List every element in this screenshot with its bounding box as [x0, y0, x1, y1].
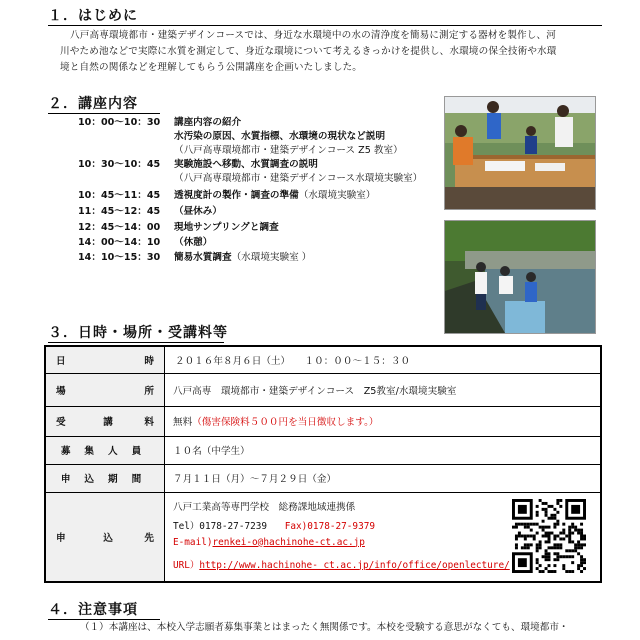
- info-label-date: [45, 346, 165, 373]
- note-line: （１）本講座は、本校入学志願者募集事業とはまったく無関係です。本校を受験する意思がなくても、環境都市・: [80, 622, 569, 633]
- photo-workshop: [444, 96, 596, 210]
- schedule-location: （八戸高専環境都市・建築デザインコース Z5 教室）: [174, 145, 403, 156]
- qr-code-icon[interactable]: [512, 499, 586, 573]
- schedule-time: 10：30～10：45: [78, 159, 161, 170]
- info-label-period: [45, 464, 165, 492]
- contact-org: 八戸工業高等専門学校 総務課地域連携係: [173, 501, 356, 513]
- schedule: [78, 116, 438, 266]
- schedule-time: 14：00～14：10: [78, 237, 161, 248]
- label-char: 講: [103, 417, 113, 428]
- section-rule: [48, 113, 160, 114]
- label-char: 料: [144, 417, 154, 428]
- schedule-item-row: [174, 189, 375, 203]
- info-value-period: ７月１１日（月）～７月２９日（金）: [165, 464, 602, 492]
- schedule-location: （水環境実験室 ）: [231, 252, 312, 263]
- label-char: 先: [144, 532, 154, 544]
- info-label-place: [45, 373, 165, 406]
- label-char: 場: [56, 385, 66, 397]
- schedule-item: （昼休み）: [174, 206, 222, 217]
- label-char: 受: [56, 417, 66, 428]
- contact-fax: Fax)0178-27-9379: [284, 520, 376, 532]
- label-char: 所: [144, 385, 154, 397]
- schedule-time: 10：45～11：45: [78, 190, 161, 201]
- intro-line: 境と自然の関係などを理解してもらう公開講座を企画いたしました。: [60, 62, 363, 73]
- label-char: 時: [144, 355, 154, 367]
- section-title-notes: ４．注意事項: [48, 602, 138, 618]
- intro-paragraph: [60, 28, 610, 76]
- table-row: [45, 346, 601, 373]
- section-rule: [48, 25, 602, 26]
- schedule-time: 14：10～15：30: [78, 252, 161, 263]
- photo-workshop-image: [445, 97, 595, 209]
- table-row: [45, 492, 601, 582]
- schedule-item: 講座内容の紹介: [174, 117, 242, 128]
- info-value-place: 八戸高専 環境都市・建築デザインコース Z5教室/水環境実験室: [165, 373, 602, 406]
- schedule-item-row: [174, 251, 311, 265]
- schedule-time: 10：00～10：30: [78, 117, 161, 128]
- info-table: [44, 345, 602, 583]
- contact-url-row: [173, 557, 510, 571]
- contact-url-link[interactable]: http://www.hachinohe- ct.ac.jp/info/office/openlecture/: [199, 559, 510, 571]
- schedule-item: 水汚染の原因、水質指標、水環境の現状など説明: [174, 131, 386, 142]
- section-rule: [48, 342, 224, 343]
- label-text: 募集人員: [60, 446, 156, 457]
- contact-url-prefix: URL）: [173, 559, 200, 571]
- schedule-item: 透視度計の製作・調査の準備: [174, 190, 299, 201]
- info-label-capacity: [45, 436, 165, 464]
- label-char: 込: [103, 532, 113, 544]
- section-title-info: ３．日時・場所・受講料等: [48, 325, 228, 341]
- schedule-item: 簡易水質調査: [174, 252, 232, 263]
- info-value-fee: [165, 406, 602, 436]
- contact-email-link[interactable]: renkei-o@hachinohe-ct.ac.jp: [212, 536, 365, 548]
- contact-email-prefix: E-mail): [173, 536, 213, 548]
- info-value-apply: [165, 492, 602, 582]
- table-row: [45, 464, 601, 492]
- section-title-intro: １．はじめに: [48, 8, 138, 24]
- schedule-time: 11：45～12：45: [78, 206, 161, 217]
- photo-field-sampling: [444, 220, 596, 334]
- section-title-program: ２．講座内容: [48, 96, 138, 112]
- fee-free: 無料: [173, 417, 193, 428]
- schedule-item: （休憩）: [174, 237, 213, 248]
- intro-line: 川やため池などで実際に水質を測定して、身近な環境について考えるきっかけを提供し、水環境の保全技術や水環: [60, 46, 557, 57]
- schedule-item: 現地サンプリングと調査: [174, 222, 279, 233]
- table-row: [45, 436, 601, 464]
- schedule-item: 実験施設へ移動、水質調査の説明: [174, 159, 318, 170]
- fee-insurance-note: （傷害保険料５００円を当日徴収します。）: [192, 417, 379, 428]
- info-value-date: ２０１６年８月６日（土） １０：００～１５：３０: [165, 346, 602, 373]
- info-value-capacity: １０名（中学生）: [165, 436, 602, 464]
- info-label-apply: [45, 492, 165, 582]
- contact-tel: Tel）0178-27-7239: [173, 520, 268, 532]
- label-char: 申: [56, 532, 66, 544]
- contact-phone-row: [173, 518, 375, 532]
- photo-field-image: [445, 221, 595, 333]
- label-text: 申込期間: [60, 474, 156, 485]
- schedule-location: （水環境実験室）: [298, 190, 376, 201]
- schedule-time: 12：45～14：00: [78, 222, 161, 233]
- label-char: 日: [56, 355, 66, 367]
- contact-email-row: [173, 537, 365, 548]
- schedule-location: （八戸高専環境都市・建築デザインコース水環境実験室）: [174, 173, 423, 184]
- info-label-fee: [45, 406, 165, 436]
- intro-line: 八戸高専環境都市・建築デザインコースでは、身近な水環境中の水の清浄度を簡易に測定する器材を製作し、河: [70, 30, 557, 41]
- table-row: [45, 406, 601, 436]
- table-row: [45, 373, 601, 406]
